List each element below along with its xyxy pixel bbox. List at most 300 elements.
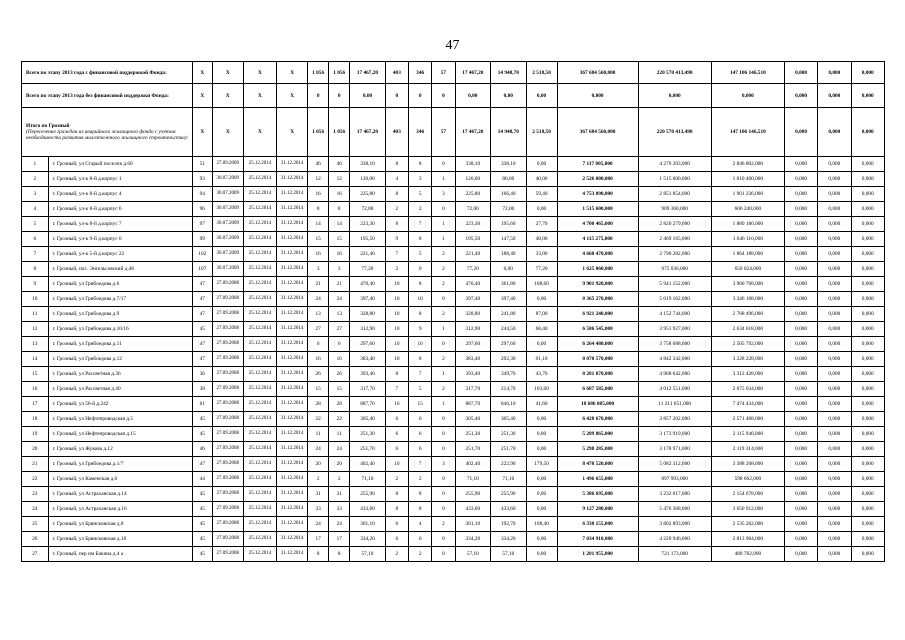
summary-cell: 14 948,70 [491, 62, 526, 84]
data-cell: 5 [409, 247, 432, 262]
data-cell: 8 [409, 232, 432, 247]
data-cell: 48,00 [526, 232, 557, 247]
data-cell: 15 [308, 382, 329, 397]
data-cell: 0,000 [851, 502, 885, 517]
data-cell: 241,80 [491, 307, 526, 322]
data-cell: 0,000 [784, 532, 817, 547]
data-cell: 6 [409, 532, 432, 547]
data-cell: 305,40 [455, 412, 490, 427]
data-cell: 8 365 270,000 [557, 292, 638, 307]
data-cell: 20 [308, 457, 329, 472]
data-cell: 33,00 [526, 247, 557, 262]
data-cell: 27.09.2008 [212, 517, 243, 532]
data-cell: 9 [409, 322, 432, 337]
data-cell: 0,00 [526, 472, 557, 487]
summary-cell: 17 467,20 [455, 62, 490, 84]
data-cell: 72,00 [455, 202, 490, 217]
summary-cell: 367 684 560,000 [557, 108, 638, 157]
data-cell: 0,000 [851, 382, 885, 397]
data-cell: 108,40 [526, 517, 557, 532]
data-cell: 1 [432, 397, 455, 412]
address-cell: г. Грозный, ул Грибоедова д.1/7 [48, 457, 192, 472]
summary-cell: 346 [409, 108, 432, 157]
data-cell: 24 [329, 517, 350, 532]
data-cell: 297,60 [350, 337, 385, 352]
data-cell: 0,00 [526, 487, 557, 502]
summary-cell: 1 056 [308, 108, 329, 157]
data-cell: 0,000 [784, 292, 817, 307]
data-cell: 2 [432, 277, 455, 292]
data-cell: 4 [409, 517, 432, 532]
data-cell: 393,40 [455, 367, 490, 382]
data-cell: 25.12.2014 [243, 337, 276, 352]
data-cell: 8 [308, 547, 329, 562]
data-cell: 301,10 [455, 517, 490, 532]
data-cell: 0,00 [526, 442, 557, 457]
data-cell: 0,000 [818, 337, 851, 352]
table-row [22, 412, 885, 427]
data-cell: 0,000 [784, 232, 817, 247]
data-cell: 0,00 [491, 262, 526, 277]
data-cell: 5 298 285,000 [557, 442, 638, 457]
data-cell: 0,000 [784, 172, 817, 187]
data-cell: 4 152 744,000 [638, 307, 711, 322]
data-cell: 77,20 [455, 262, 490, 277]
data-cell: 328,80 [455, 307, 490, 322]
address-cell: г. Грозный, ул-к 8-й д.корпус 7 [48, 217, 192, 232]
table-row [22, 232, 885, 247]
data-cell: 25.12.2014 [243, 352, 276, 367]
data-cell: 195,50 [350, 232, 385, 247]
row-number-cell: 7 [22, 247, 49, 262]
data-cell: 0 [432, 292, 455, 307]
data-cell: 598 662,000 [711, 472, 784, 487]
data-cell: 470,40 [350, 277, 385, 292]
address-cell: г. Грозный, ул-к 8-й д.корпус 6 [48, 202, 192, 217]
data-cell: 0 [432, 412, 455, 427]
summary-cell: 0,000 [711, 84, 784, 108]
table-row [22, 487, 885, 502]
summary-cell: 0 [385, 84, 408, 108]
data-cell: 25.12.2014 [243, 547, 276, 562]
data-cell: 8 [385, 487, 408, 502]
data-cell: 223,30 [350, 217, 385, 232]
row-number-cell: 17 [22, 397, 49, 412]
summary-cell: 17 467,20 [455, 108, 490, 157]
data-cell: 33 [329, 502, 350, 517]
data-cell: 887,70 [455, 397, 490, 412]
data-cell: 51 [192, 157, 212, 172]
data-cell: 480 782,000 [711, 547, 784, 562]
data-cell: 25.12.2014 [243, 442, 276, 457]
data-cell: 6 [409, 412, 432, 427]
data-cell: 27 [329, 322, 350, 337]
data-cell: 31.12.2014 [277, 442, 308, 457]
summary-cell: 0,000 [784, 108, 817, 157]
resettlement-table [21, 61, 885, 562]
data-cell: 6 [329, 337, 350, 352]
data-cell: 6 [308, 337, 329, 352]
summary-label: Всего по этапу 2013 года без финансовой поддержки Фонда: [22, 84, 193, 108]
data-cell: 0,000 [818, 367, 851, 382]
data-cell: 0,000 [818, 382, 851, 397]
data-cell: 11 211 651,000 [638, 397, 711, 412]
data-cell: 338,10 [491, 157, 526, 172]
data-cell: 317,70 [350, 382, 385, 397]
address-cell: г. Грозный, ул Рассветная д.40 [48, 382, 192, 397]
table-row [22, 352, 885, 367]
data-cell: 0,000 [784, 262, 817, 277]
data-cell: 0,000 [851, 532, 885, 547]
data-cell: 30.07.2009 [212, 187, 243, 202]
data-cell: 31.12.2014 [277, 292, 308, 307]
data-cell: 0,000 [851, 517, 885, 532]
summary-cell: Х [277, 62, 308, 84]
data-cell: 4 700 465,000 [557, 217, 638, 232]
data-cell: 0,000 [818, 457, 851, 472]
data-cell: 6 264 480,000 [557, 337, 638, 352]
data-cell: 12 [329, 172, 350, 187]
data-cell: 0,000 [818, 187, 851, 202]
summary-row-grozny-total [22, 108, 885, 157]
data-cell: 22 [308, 412, 329, 427]
data-cell: 8 281 070,000 [557, 367, 638, 382]
data-cell: 255,90 [455, 487, 490, 502]
data-cell: 30.07.2009 [212, 247, 243, 262]
data-cell: 68,40 [526, 322, 557, 337]
data-cell: 225,80 [350, 187, 385, 202]
data-cell: 0,000 [784, 337, 817, 352]
data-cell: 47 [192, 352, 212, 367]
data-cell: 72,00 [350, 202, 385, 217]
data-cell: 27,70 [526, 217, 557, 232]
data-cell: 41,60 [526, 397, 557, 412]
data-cell: 2 469 165,000 [638, 232, 711, 247]
data-cell: 222,90 [491, 457, 526, 472]
data-cell: 45 [192, 322, 212, 337]
data-cell: 0 [432, 502, 455, 517]
data-cell: 0,00 [526, 157, 557, 172]
data-cell: 27.09.2008 [212, 532, 243, 547]
data-cell: 3 [432, 187, 455, 202]
data-cell: 31.12.2014 [277, 352, 308, 367]
data-cell: 0,000 [818, 157, 851, 172]
data-cell: 2 535 262,000 [711, 517, 784, 532]
summary-cell: 57 [432, 108, 455, 157]
summary-cell: 403 [385, 62, 408, 84]
table-row [22, 532, 885, 547]
data-cell: 10 [409, 337, 432, 352]
data-cell: 16 [308, 352, 329, 367]
summary-cell: 0 [409, 84, 432, 108]
data-cell: 31.12.2014 [277, 487, 308, 502]
data-cell: 6 338 155,000 [557, 517, 638, 532]
data-cell: 0,000 [818, 532, 851, 547]
address-cell: г. Грозный, ул Грибоедова д.9 [48, 307, 192, 322]
data-cell: 3 857 202,000 [638, 412, 711, 427]
data-cell: 21 [329, 277, 350, 292]
data-cell: 5 289 865,000 [557, 427, 638, 442]
data-cell: 0,000 [818, 292, 851, 307]
data-cell: 3 [432, 457, 455, 472]
data-cell: 7 117 005,000 [557, 157, 638, 172]
data-cell: 28 [308, 397, 329, 412]
table-row [22, 322, 885, 337]
data-cell: 1 880 186,000 [711, 217, 784, 232]
row-number-cell: 5 [22, 217, 49, 232]
data-cell: 0,000 [784, 502, 817, 517]
summary-cell: 147 106 146,510 [711, 108, 784, 157]
data-cell: 397,40 [350, 292, 385, 307]
row-number-cell: 22 [22, 472, 49, 487]
data-cell: 225,80 [455, 187, 490, 202]
data-cell: 77,20 [526, 262, 557, 277]
data-cell: 166,40 [491, 187, 526, 202]
data-cell: 45 [192, 532, 212, 547]
data-cell: 2 [385, 262, 408, 277]
summary-cell: 1 056 [329, 62, 350, 84]
data-cell: 397,40 [491, 292, 526, 307]
data-cell: 3 173 919,000 [638, 427, 711, 442]
data-cell: 0,000 [851, 442, 885, 457]
row-number-cell: 24 [22, 502, 49, 517]
data-cell: 0,000 [851, 157, 885, 172]
data-cell: 4 [385, 172, 408, 187]
data-cell: 31.12.2014 [277, 202, 308, 217]
summary-cell: Х [192, 108, 212, 157]
address-cell: г. Грозный, ул-к 9-й д.корпус 6 [48, 232, 192, 247]
data-cell: 3 960 768,000 [711, 277, 784, 292]
data-cell: 4 012 551,000 [638, 382, 711, 397]
data-cell: 9 901 920,000 [557, 277, 638, 292]
data-cell: 31 [308, 487, 329, 502]
data-cell: 221,40 [455, 247, 490, 262]
table-row [22, 337, 885, 352]
row-number-cell: 14 [22, 352, 49, 367]
data-cell: 0,000 [784, 277, 817, 292]
data-cell: 2 813 964,000 [711, 532, 784, 547]
data-cell: 0,000 [818, 517, 851, 532]
data-cell: 0,000 [818, 412, 851, 427]
data-cell: 10 [385, 457, 408, 472]
data-cell: 0,000 [818, 307, 851, 322]
data-cell: 2 [409, 202, 432, 217]
data-cell: 0 [432, 337, 455, 352]
data-cell: 2 [385, 202, 408, 217]
data-cell: 31.12.2014 [277, 397, 308, 412]
data-cell: 0,000 [851, 397, 885, 412]
data-cell: 57,10 [455, 547, 490, 562]
data-cell: 25.12.2014 [243, 292, 276, 307]
data-cell: 2 [432, 382, 455, 397]
data-cell: 383,40 [455, 352, 490, 367]
data-cell: 80,00 [491, 172, 526, 187]
data-cell: 2 [432, 247, 455, 262]
data-cell: 0,000 [851, 322, 885, 337]
data-cell: 31 [329, 487, 350, 502]
data-cell: 0,000 [851, 277, 885, 292]
data-cell: 27.09.2008 [212, 292, 243, 307]
data-cell: 0,000 [851, 187, 885, 202]
row-number-cell: 3 [22, 187, 49, 202]
data-cell: 31.12.2014 [277, 472, 308, 487]
data-cell: 2 796 282,000 [638, 247, 711, 262]
summary-cell: Х [243, 84, 276, 108]
data-cell: 15 [329, 232, 350, 247]
data-cell: 93 [192, 172, 212, 187]
summary-cell: 346 [409, 62, 432, 84]
data-cell: 8 [329, 202, 350, 217]
address-cell: г. Грозный, пер им Бакина д.4 а [48, 547, 192, 562]
data-cell: 27.09.2008 [212, 307, 243, 322]
data-cell: 10 [385, 277, 408, 292]
data-cell: 45 [192, 412, 212, 427]
data-cell: 292,30 [491, 352, 526, 367]
data-cell: 0,000 [784, 547, 817, 562]
summary-cell: 0,000 [851, 108, 885, 157]
data-cell: 14 [329, 217, 350, 232]
data-cell: 2 846 802,000 [711, 157, 784, 172]
data-cell: 297,60 [455, 337, 490, 352]
data-cell: 0,000 [851, 217, 885, 232]
data-cell: 0,000 [818, 322, 851, 337]
data-cell: 0,000 [784, 382, 817, 397]
data-cell: 1 646 110,000 [711, 232, 784, 247]
data-cell: 25.12.2014 [243, 247, 276, 262]
data-cell: 0,000 [851, 412, 885, 427]
data-cell: 0,000 [818, 487, 851, 502]
data-cell: 0,00 [526, 427, 557, 442]
address-cell: г. Грозный, ул Жукова д.12 [48, 442, 192, 457]
data-cell: 27.09.2008 [212, 352, 243, 367]
data-cell: 0,000 [851, 487, 885, 502]
data-cell: 108,60 [526, 277, 557, 292]
data-cell: 1 [432, 322, 455, 337]
data-cell: 3 178 971,000 [638, 442, 711, 457]
summary-cell: Х [212, 62, 243, 84]
address-cell: г. Грозный, ул Нефтепроводская д.15 [48, 427, 192, 442]
data-cell: 2 115 946,000 [711, 427, 784, 442]
data-cell: 36 [192, 367, 212, 382]
data-cell: 179,50 [526, 457, 557, 472]
data-cell: 57,10 [491, 547, 526, 562]
data-cell: 99 [192, 232, 212, 247]
data-cell: 25.12.2014 [243, 382, 276, 397]
data-cell: 2 [385, 472, 408, 487]
data-cell: 11 [308, 427, 329, 442]
data-cell: 31.12.2014 [277, 412, 308, 427]
data-cell: 97 [192, 217, 212, 232]
data-cell: 8 [308, 202, 329, 217]
table-row [22, 187, 885, 202]
data-cell: 6 687 585,000 [557, 382, 638, 397]
data-cell: 1 [432, 172, 455, 187]
table-row [22, 247, 885, 262]
data-cell: 31.12.2014 [277, 322, 308, 337]
data-cell: 6 [385, 517, 408, 532]
data-cell: 887,70 [350, 397, 385, 412]
data-cell: 3 312 428,000 [711, 367, 784, 382]
data-cell: 0,000 [818, 262, 851, 277]
data-cell: 1 [432, 232, 455, 247]
data-cell: 30.07.2009 [212, 262, 243, 277]
data-cell: 297,60 [491, 337, 526, 352]
data-cell: 2 526 000,000 [557, 172, 638, 187]
summary-cell: 0,000 [818, 62, 851, 84]
row-number-cell: 20 [22, 442, 49, 457]
data-cell: 0,000 [784, 157, 817, 172]
data-cell: 24 [308, 292, 329, 307]
data-cell: 3 228 228,000 [711, 352, 784, 367]
data-cell: 3 [409, 172, 432, 187]
address-cell: г. Грозный, ул Рассветная д.36 [48, 367, 192, 382]
data-cell: 1 625 060,000 [557, 262, 638, 277]
data-cell: 8 [385, 217, 408, 232]
summary-cell: 403 [385, 108, 408, 157]
data-cell: 27.09.2008 [212, 337, 243, 352]
data-cell: 30.07.2009 [212, 202, 243, 217]
data-cell: 47 [192, 457, 212, 472]
table-row [22, 502, 885, 517]
data-cell: 47 [192, 307, 212, 322]
data-cell: 7 [385, 247, 408, 262]
data-cell: 8 070 570,000 [557, 352, 638, 367]
data-cell: 433,60 [455, 502, 490, 517]
data-cell: 13 [308, 307, 329, 322]
summary-cell: 2 518,50 [526, 62, 557, 84]
data-cell: 1 [432, 367, 455, 382]
address-cell: г. Грозный, ул Грибоедова д.11 [48, 337, 192, 352]
data-cell: 0,00 [526, 412, 557, 427]
row-number-cell: 25 [22, 517, 49, 532]
data-cell: 7 [409, 217, 432, 232]
data-cell: 61 [192, 397, 212, 412]
summary-cell: Х [243, 108, 276, 157]
summary-cell: Х [277, 108, 308, 157]
data-cell: 0,00 [526, 202, 557, 217]
data-cell: 3 951 927,000 [638, 322, 711, 337]
data-cell: 31.12.2014 [277, 547, 308, 562]
data-cell: 25.12.2014 [243, 202, 276, 217]
data-cell: 397,40 [455, 292, 490, 307]
data-cell: 2 675 034,000 [711, 382, 784, 397]
data-cell: 0,000 [784, 202, 817, 217]
table-row [22, 262, 885, 277]
data-cell: 3 [308, 262, 329, 277]
data-cell: 10 [385, 322, 408, 337]
data-cell: 25.12.2014 [243, 502, 276, 517]
data-cell: 27.09.2008 [212, 442, 243, 457]
data-cell: 46 [308, 157, 329, 172]
row-number-cell: 8 [22, 262, 49, 277]
data-cell: 0,000 [851, 262, 885, 277]
data-cell: 4 270 203,000 [638, 157, 711, 172]
data-cell: 40,00 [526, 172, 557, 187]
data-cell: 5 [409, 382, 432, 397]
data-cell: 11 [329, 427, 350, 442]
data-cell: 24 [308, 442, 329, 457]
data-cell: 909 360,000 [638, 202, 711, 217]
data-cell: 31.12.2014 [277, 367, 308, 382]
data-cell: 31.12.2014 [277, 502, 308, 517]
data-cell: 846,10 [491, 397, 526, 412]
summary-cell: 14 948,70 [491, 108, 526, 157]
data-cell: 0,000 [784, 442, 817, 457]
address-cell: г. Грозный, пос. Энгельсовский д.46 [48, 262, 192, 277]
summary-row-with-fund [22, 62, 885, 84]
data-cell: 0,00 [526, 502, 557, 517]
data-cell: 0,000 [851, 337, 885, 352]
